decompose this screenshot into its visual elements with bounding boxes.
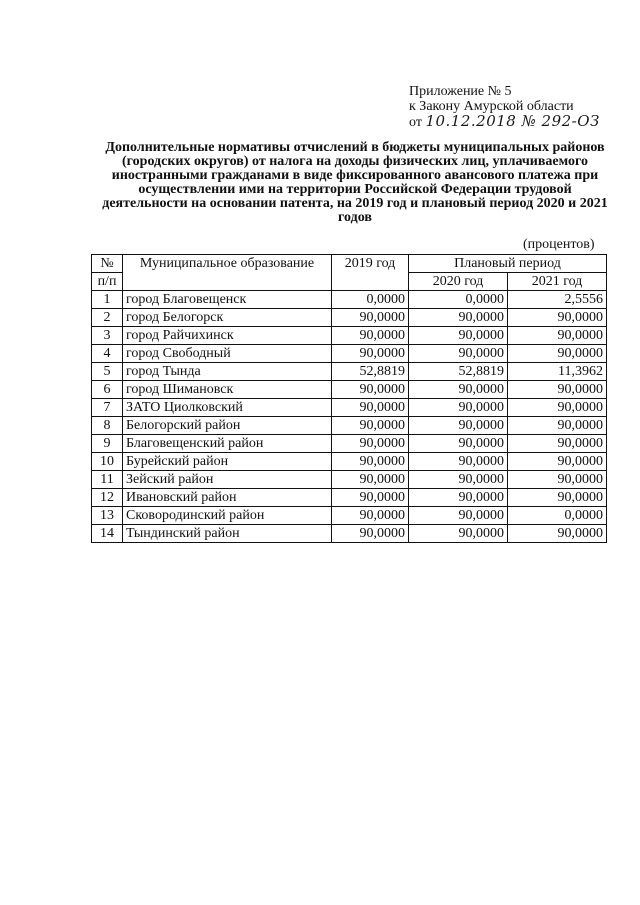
- row-number: 3: [92, 327, 123, 345]
- row-value-2019: 90,0000: [332, 471, 409, 489]
- row-municipality: город Шимановск: [123, 381, 332, 399]
- row-number: 8: [92, 417, 123, 435]
- row-value-2020: 90,0000: [409, 417, 508, 435]
- table-row: [92, 291, 607, 309]
- row-number: 7: [92, 399, 123, 417]
- row-value-2019: 0,0000: [332, 291, 409, 309]
- row-municipality: город Свободный: [123, 345, 332, 363]
- header-num-bottom: п/п: [92, 273, 123, 291]
- table-row: [92, 435, 607, 453]
- units-note: (процентов): [523, 237, 595, 252]
- table-row: [92, 399, 607, 417]
- row-municipality: город Райчихинск: [123, 327, 332, 345]
- appendix-law-reference: к Закону Амурской области: [409, 99, 574, 114]
- row-value-2020: 90,0000: [409, 345, 508, 363]
- row-municipality: Бурейский район: [123, 453, 332, 471]
- row-value-2019: 90,0000: [332, 435, 409, 453]
- row-value-2019: 90,0000: [332, 381, 409, 399]
- row-value-2020: 90,0000: [409, 507, 508, 525]
- row-value-2021: 90,0000: [508, 471, 607, 489]
- row-municipality: Зейский район: [123, 471, 332, 489]
- row-value-2021: 90,0000: [508, 453, 607, 471]
- row-number: 13: [92, 507, 123, 525]
- row-value-2019: 90,0000: [332, 489, 409, 507]
- table-row: [92, 525, 607, 543]
- row-number: 5: [92, 363, 123, 381]
- row-number: 4: [92, 345, 123, 363]
- row-value-2020: 90,0000: [409, 399, 508, 417]
- row-value-2021: 90,0000: [508, 399, 607, 417]
- handwritten-date-number: 10.12.2018 № 292-ОЗ: [425, 112, 600, 130]
- row-value-2019: 52,8819: [332, 363, 409, 381]
- table-row: [92, 417, 607, 435]
- row-value-2019: 90,0000: [332, 453, 409, 471]
- row-value-2021: 11,3962: [508, 363, 607, 381]
- table-row: [92, 309, 607, 327]
- header-num-top: №: [92, 255, 123, 273]
- row-value-2020: 90,0000: [409, 489, 508, 507]
- row-municipality: Благовещенский район: [123, 435, 332, 453]
- row-value-2019: 90,0000: [332, 417, 409, 435]
- row-value-2020: 52,8819: [409, 363, 508, 381]
- table-row: [92, 507, 607, 525]
- row-number: 11: [92, 471, 123, 489]
- row-municipality: Ивановский район: [123, 489, 332, 507]
- row-value-2020: 90,0000: [409, 309, 508, 327]
- row-value-2021: 2,5556: [508, 291, 607, 309]
- appendix-header: [409, 84, 600, 130]
- row-value-2021: 0,0000: [508, 507, 607, 525]
- header-2021: 2021 год: [508, 273, 607, 291]
- document-title: Дополнительные нормативы отчислений в бюджеты муниципальных районов (городских округов) от налога на доходы физических лиц, уплачиваемого иностранными гражданами в виде фиксированного авансового платежа при осуществлении ими на территории Российской Федерации трудовой деятельности на основании патента, на 2019 год и плановый период 2020 и 2021 годов: [102, 140, 608, 225]
- row-value-2019: 90,0000: [332, 399, 409, 417]
- row-value-2021: 90,0000: [508, 525, 607, 543]
- row-value-2021: 90,0000: [508, 309, 607, 327]
- row-value-2019: 90,0000: [332, 345, 409, 363]
- row-value-2021: 90,0000: [508, 345, 607, 363]
- table-row: [92, 363, 607, 381]
- table-row: [92, 453, 607, 471]
- row-number: 6: [92, 381, 123, 399]
- norms-table: [91, 254, 607, 543]
- appendix-date-prefix: от: [409, 115, 422, 130]
- row-value-2021: 90,0000: [508, 417, 607, 435]
- table-row: [92, 471, 607, 489]
- row-value-2020: 90,0000: [409, 435, 508, 453]
- row-municipality: город Тында: [123, 363, 332, 381]
- row-value-2020: 90,0000: [409, 381, 508, 399]
- row-value-2020: 90,0000: [409, 453, 508, 471]
- row-municipality: город Благовещенск: [123, 291, 332, 309]
- row-value-2021: 90,0000: [508, 381, 607, 399]
- row-municipality: Белогорский район: [123, 417, 332, 435]
- row-value-2021: 90,0000: [508, 489, 607, 507]
- row-value-2021: 90,0000: [508, 327, 607, 345]
- header-2020: 2020 год: [409, 273, 508, 291]
- row-value-2019: 90,0000: [332, 507, 409, 525]
- row-number: 2: [92, 309, 123, 327]
- appendix-date-line: [409, 114, 600, 130]
- table-row: [92, 381, 607, 399]
- row-municipality: Сковородинский район: [123, 507, 332, 525]
- row-value-2019: 90,0000: [332, 309, 409, 327]
- header-2019: 2019 год: [332, 255, 409, 291]
- row-value-2021: 90,0000: [508, 435, 607, 453]
- header-plan-period: Плановый период: [409, 255, 607, 273]
- row-municipality: ЗАТО Циолковский: [123, 399, 332, 417]
- row-value-2020: 0,0000: [409, 291, 508, 309]
- table-row: [92, 489, 607, 507]
- row-number: 10: [92, 453, 123, 471]
- row-value-2019: 90,0000: [332, 327, 409, 345]
- table-header-row: [92, 255, 607, 273]
- row-number: 1: [92, 291, 123, 309]
- table-row: [92, 327, 607, 345]
- row-number: 9: [92, 435, 123, 453]
- row-value-2020: 90,0000: [409, 471, 508, 489]
- row-value-2020: 90,0000: [409, 525, 508, 543]
- header-municipality: Муниципальное образование: [123, 255, 332, 291]
- row-value-2020: 90,0000: [409, 327, 508, 345]
- table-row: [92, 345, 607, 363]
- row-municipality: город Белогорск: [123, 309, 332, 327]
- row-number: 14: [92, 525, 123, 543]
- appendix-number: Приложение № 5: [409, 84, 512, 99]
- row-number: 12: [92, 489, 123, 507]
- row-municipality: Тындинский район: [123, 525, 332, 543]
- row-value-2019: 90,0000: [332, 525, 409, 543]
